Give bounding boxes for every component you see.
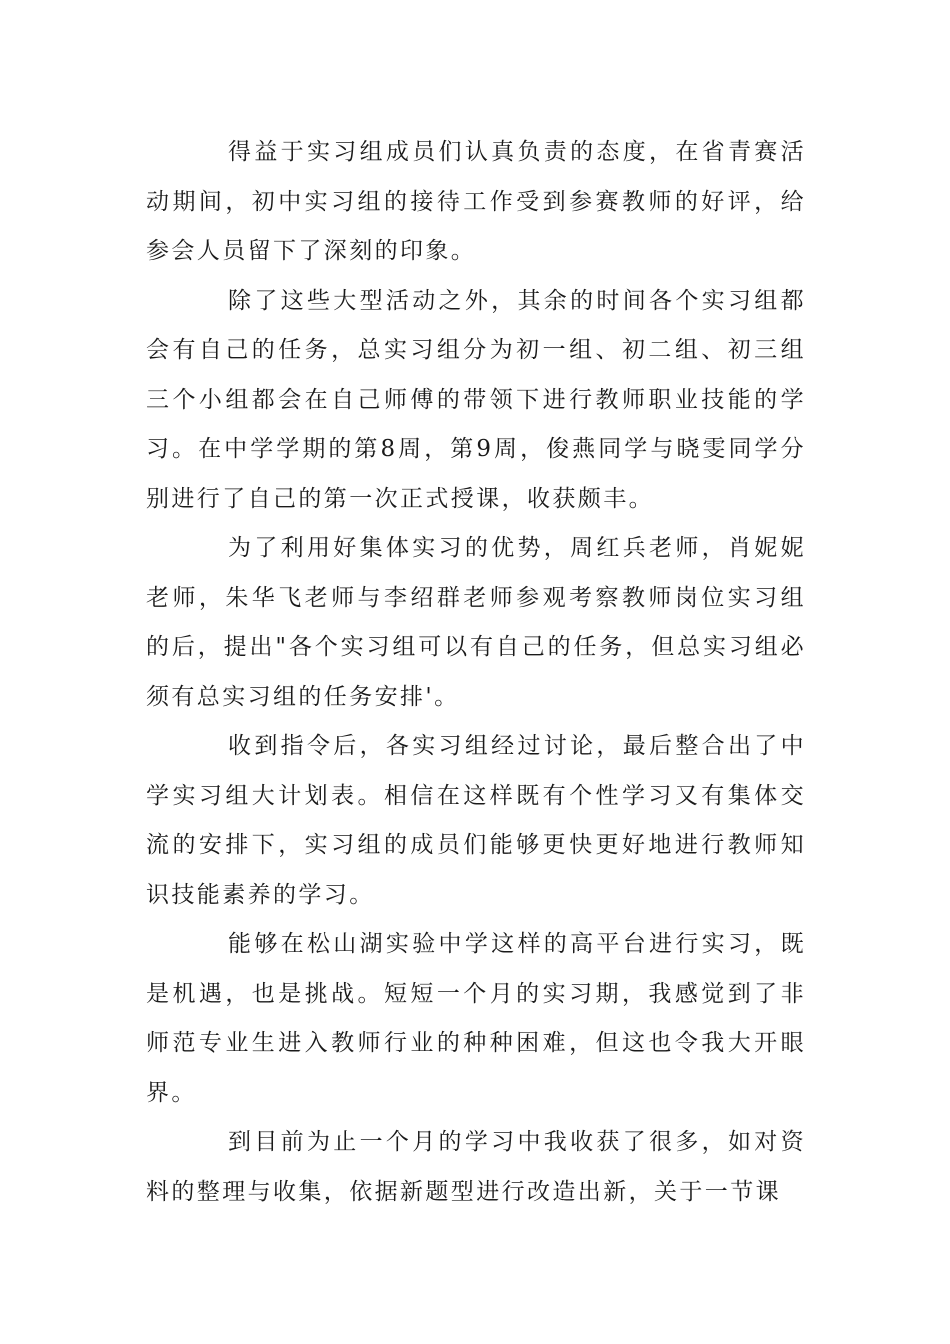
paragraph-opportunity: 能够在松山湖实验中学这样的高平台进行实习，既是机遇，也是挑战。短短一个月的实习期，我感觉到了非师范专业生进入教师行业的种种困难，但这也令我大开眼界。 [146, 931, 806, 1106]
document-body [146, 128, 806, 1217]
paragraph-group-tasks: 除了这些大型活动之外，其余的时间各个实习组都会有自己的任务，总实习组分为初一组、初二组、初三组三个小组都会在自己师傅的带领下进行教师职业技能的学习。在中学学期的第8周，第9周，俊燕同学与晓雯同学分别进行了自己的第一次正式授课，收获颇丰。 [146, 287, 806, 512]
paragraph-gains: 到目前为止一个月的学习中我收获了很多，如对资料的整理与收集，依据新题型进行改造出新，关于一节课 [146, 1129, 806, 1205]
paragraph-plan-table: 收到指令后，各实习组经过讨论，最后整合出了中学实习组大计划表。相信在这样既有个性学习又有集体交流的安排下，实习组的成员们能够更快更好地进行教师知识技能素养的学习。 [146, 733, 806, 908]
paragraph-teacher-proposal: 为了利用好集体实习的优势，周红兵老师，肖妮妮老师，朱华飞老师与李绍群老师参观考察教师岗位实习组的后，提出"各个实习组可以有自己的任务，但总实习组必须有总实习组的任务安排'。 [146, 535, 806, 710]
paragraph-reception: 得益于实习组成员们认真负责的态度，在省青赛活动期间，初中实习组的接待工作受到参赛教师的好评，给参会人员留下了深刻的印象。 [146, 139, 806, 264]
